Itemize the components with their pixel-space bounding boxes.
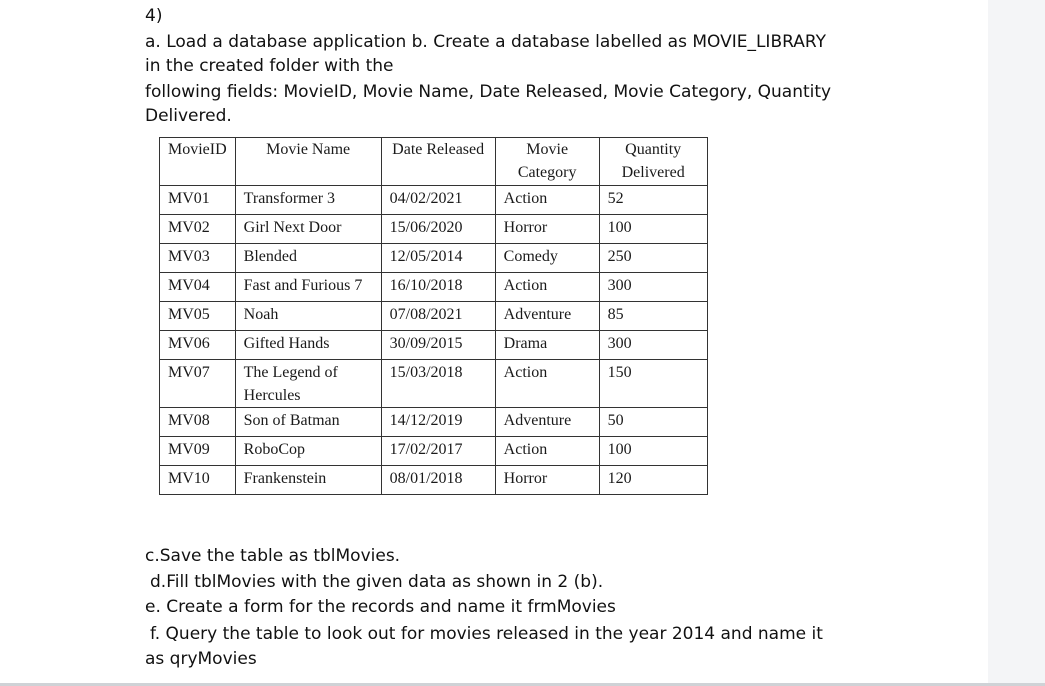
movie-name-cell: Transformer 3 (235, 186, 381, 215)
movie-name-cell: The Legend of Hercules (235, 360, 381, 408)
quantity-cell: 120 (599, 466, 707, 495)
table-row (160, 244, 708, 273)
question-line-a2: in the created folder with the (145, 56, 394, 76)
quantity-cell: 100 (599, 215, 707, 244)
header-quantity-delivered: Quantity Delivered (599, 138, 707, 186)
table-row (160, 360, 708, 408)
movie-name-cell: Son of Batman (235, 408, 381, 437)
movie-name-cell: Blended (235, 244, 381, 273)
movie-name-cell: Girl Next Door (235, 215, 381, 244)
movieid-cell: MV01 (160, 186, 236, 215)
movieid-cell: MV07 (160, 360, 236, 408)
movie-category-cell: Action (495, 186, 599, 215)
movieid-cell: MV04 (160, 273, 236, 302)
movie-table (159, 137, 708, 495)
movieid-cell: MV10 (160, 466, 236, 495)
quantity-cell: 150 (599, 360, 707, 408)
movie-category-cell: Action (495, 360, 599, 408)
date-released-cell: 07/08/2021 (381, 302, 495, 331)
movie-name-cell: Noah (235, 302, 381, 331)
date-released-cell: 15/03/2018 (381, 360, 495, 408)
question-line-a3: following fields: MovieID, Movie Name, Date Released, Movie Category, Quantity (145, 82, 832, 102)
movie-category-cell: Action (495, 273, 599, 302)
quantity-cell: 100 (599, 437, 707, 466)
table-row (160, 331, 708, 360)
date-released-cell: 30/09/2015 (381, 331, 495, 360)
table-row (160, 302, 708, 331)
date-released-cell: 17/02/2017 (381, 437, 495, 466)
movieid-cell: MV08 (160, 408, 236, 437)
movie-category-cell: Adventure (495, 408, 599, 437)
movie-category-cell: Horror (495, 466, 599, 495)
quantity-cell: 50 (599, 408, 707, 437)
header-movieid: MovieID (160, 138, 236, 186)
table-body (160, 186, 708, 495)
quantity-cell: 250 (599, 244, 707, 273)
question-number: 4) (145, 6, 163, 26)
movie-category-cell: Action (495, 437, 599, 466)
quantity-cell: 85 (599, 302, 707, 331)
header-movie-name: Movie Name (235, 138, 381, 186)
movieid-cell: MV09 (160, 437, 236, 466)
table-row (160, 273, 708, 302)
movie-category-cell: Horror (495, 215, 599, 244)
movie-name-cell: Gifted Hands (235, 331, 381, 360)
date-released-cell: 08/01/2018 (381, 466, 495, 495)
date-released-cell: 04/02/2021 (381, 186, 495, 215)
movie-name-cell: Frankenstein (235, 466, 381, 495)
movieid-cell: MV05 (160, 302, 236, 331)
question-line-a1: a. Load a database application b. Create a database labelled as MOVIE_LIBRARY (145, 32, 826, 52)
movieid-cell: MV02 (160, 215, 236, 244)
movie-category-cell: Comedy (495, 244, 599, 273)
movieid-cell: MV03 (160, 244, 236, 273)
table-row (160, 215, 708, 244)
date-released-cell: 16/10/2018 (381, 273, 495, 302)
date-released-cell: 12/05/2014 (381, 244, 495, 273)
quantity-cell: 52 (599, 186, 707, 215)
task-f-line1: f. Query the table to look out for movies released in the year 2014 and name it (150, 624, 823, 644)
task-f-line2: as qryMovies (145, 649, 257, 669)
movie-category-cell: Drama (495, 331, 599, 360)
task-e: e. Create a form for the records and name it frmMovies (145, 597, 616, 617)
quantity-cell: 300 (599, 331, 707, 360)
header-date-released: Date Released (381, 138, 495, 186)
table-row (160, 408, 708, 437)
table-row (160, 186, 708, 215)
task-d: d.Fill tblMovies with the given data as shown in 2 (b). (150, 572, 604, 592)
movie-category-cell: Adventure (495, 302, 599, 331)
viewer-margin (988, 0, 1045, 686)
movie-table-wrapper (159, 137, 708, 495)
task-c: c.Save the table as tblMovies. (145, 546, 401, 566)
movie-name-cell: Fast and Furious 7 (235, 273, 381, 302)
date-released-cell: 14/12/2019 (381, 408, 495, 437)
header-movie-category: Movie Category (495, 138, 599, 186)
question-line-a4: Delivered. (145, 106, 232, 126)
movie-name-cell: RoboCop (235, 437, 381, 466)
table-header-row (160, 138, 708, 186)
quantity-cell: 300 (599, 273, 707, 302)
table-row (160, 437, 708, 466)
movieid-cell: MV06 (160, 331, 236, 360)
date-released-cell: 15/06/2020 (381, 215, 495, 244)
table-row (160, 466, 708, 495)
